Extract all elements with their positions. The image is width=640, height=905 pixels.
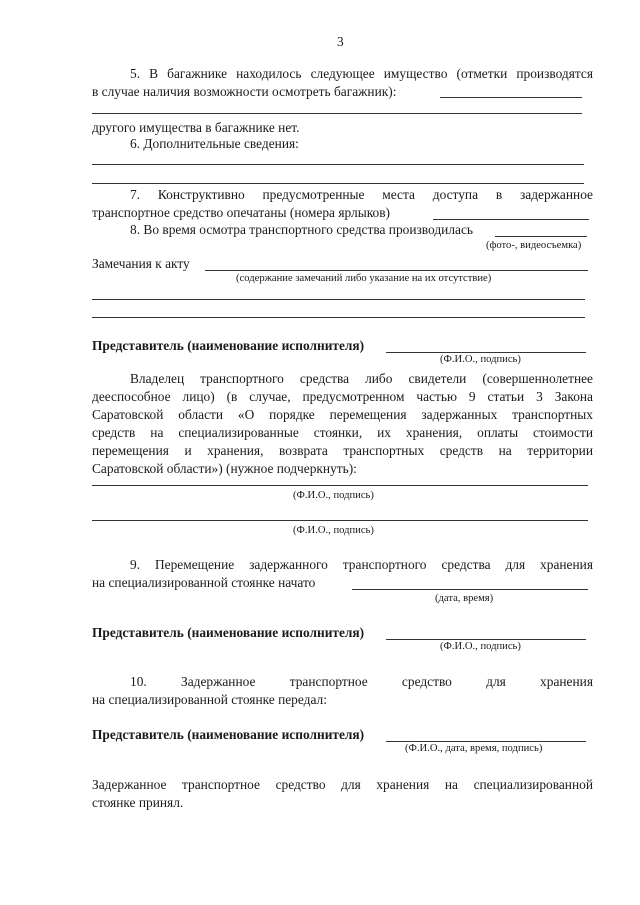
representative-label-1: Представитель (наименование исполнителя): [92, 338, 365, 353]
owner-line-2: дееспособное лицо) (в случае, предусмотренном частью 9 статьи 3 Закона: [92, 389, 593, 404]
section-6-label: 6. Дополнительные сведения:: [130, 136, 299, 151]
section-5-line-1: 5. В багажнике находилось следующее имущество (отметки производятся: [130, 66, 593, 81]
final-line-2: стоянке принял.: [92, 795, 184, 810]
owner-line-6: Саратовской области») (нужное подчеркнуть):: [92, 461, 357, 476]
owner-line-4: средств на специализированные стоянки, их хранения, оплаты стоимости: [92, 425, 593, 440]
section-7-line-2: транспортное средство опечатаны (номера ярлыков): [92, 205, 390, 220]
remarks-blank-2: [92, 299, 585, 300]
owner-caption-1: (Ф.И.О., подпись): [293, 490, 374, 501]
representative-label-3: Представитель (наименование исполнителя): [92, 727, 365, 742]
representative-caption-1: (Ф.И.О., подпись): [440, 354, 521, 365]
representative-label-2: Представитель (наименование исполнителя): [92, 625, 365, 640]
owner-blank-2: [92, 520, 588, 521]
page-number: 3: [337, 34, 344, 49]
final-line-1: Задержанное транспортное средство для хранения на специализированной: [92, 777, 593, 792]
section-9-blank: [352, 589, 588, 590]
representative-blank-1: [386, 352, 586, 353]
section-10-line-2: на специализированной стоянке передал:: [92, 692, 327, 707]
section-6-blank-2: [92, 183, 584, 184]
representative-blank-2: [386, 639, 586, 640]
section-9-line-1: 9. Перемещение задержанного транспортного средства для хранения: [130, 557, 593, 572]
remarks-blank-3: [92, 317, 585, 318]
section-9-caption: (дата, время): [435, 593, 494, 604]
representative-caption-3: (Ф.И.О., дата, время, подпись): [405, 743, 543, 754]
representative-caption-2: (Ф.И.О., подпись): [440, 641, 521, 652]
remarks-blank: [205, 270, 588, 271]
remarks-label: Замечания к акту: [92, 256, 190, 271]
owner-blank-1: [92, 485, 588, 486]
remarks-caption: (содержание замечаний либо указание на их отсутствие): [236, 273, 492, 284]
section-8-line-1: 8. Во время осмотра транспортного средства производилась: [130, 222, 473, 237]
section-5-line-2: в случае наличия возможности осмотреть багажник):: [92, 84, 397, 99]
section-5-line-3: другого имущества в багажнике нет.: [92, 120, 300, 135]
section-5-blank-2: [92, 113, 582, 114]
owner-line-1: Владелец транспортного средства либо свидетели (совершеннолетнее: [130, 371, 593, 386]
representative-blank-3: [386, 741, 586, 742]
section-7-blank: [433, 219, 589, 220]
section-8-caption: (фото-, видеосъемка): [486, 240, 582, 251]
section-5-blank-1: [440, 97, 582, 98]
owner-line-3: Саратовской области «О порядке перемещения задержанных транспортных: [92, 407, 593, 422]
section-8-blank: [495, 236, 587, 237]
owner-line-5: перемещения и хранения, возврата транспортных средств на территории: [92, 443, 593, 458]
section-7-line-1: 7. Конструктивно предусмотренные места доступа в задержанное: [130, 187, 593, 202]
owner-caption-2: (Ф.И.О., подпись): [293, 525, 374, 536]
section-10-line-1: 10. Задержанное транспортное средство для хранения: [130, 674, 593, 689]
section-9-line-2: на специализированной стоянке начато: [92, 575, 316, 590]
section-6-blank-1: [92, 164, 584, 165]
